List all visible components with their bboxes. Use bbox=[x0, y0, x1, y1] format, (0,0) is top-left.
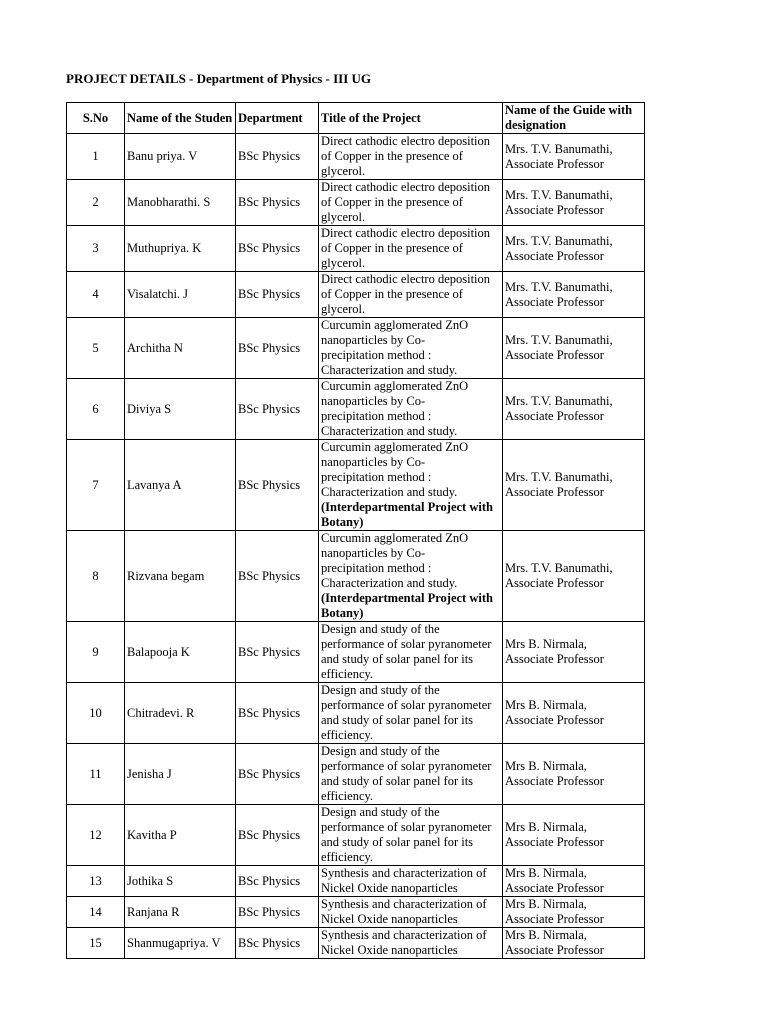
guide-name: Mrs B. Nirmala, bbox=[505, 637, 587, 651]
cell-guide bbox=[503, 226, 645, 272]
project-note: (Interdepartmental Project with Botany) bbox=[321, 500, 493, 529]
project-title-line: precipitation method : bbox=[321, 348, 432, 362]
guide-name: Mrs. T.V. Banumathi, bbox=[505, 279, 613, 294]
cell-sno: 11 bbox=[67, 744, 125, 805]
project-title-line: precipitation method : bbox=[321, 470, 432, 484]
cell-sno: 3 bbox=[67, 226, 125, 272]
project-title-line: glycerol. bbox=[321, 164, 366, 178]
cell-department: BSc Physics bbox=[236, 897, 319, 928]
header-guide bbox=[503, 103, 645, 134]
cell-student-name: Muthupriya. K bbox=[125, 226, 236, 272]
cell-department: BSc Physics bbox=[236, 318, 319, 379]
project-title-line: performance of solar pyranometer bbox=[321, 637, 492, 651]
guide-designation: Associate Professor bbox=[505, 294, 604, 309]
project-title-line: precipitation method : bbox=[321, 561, 432, 575]
cell-sno: 8 bbox=[67, 531, 125, 622]
project-title-line: Synthesis and characterization of bbox=[321, 866, 487, 880]
table-row bbox=[67, 897, 645, 928]
guide-name: Mrs B. Nirmala, bbox=[505, 820, 587, 834]
project-title-line: and study of solar panel for its bbox=[321, 774, 474, 788]
guide-name: Mrs. T.V. Banumathi, bbox=[505, 561, 613, 575]
guide-name: Mrs B. Nirmala, bbox=[505, 759, 587, 773]
project-title-line: of Copper in the presence of bbox=[321, 241, 463, 255]
cell-project-title bbox=[319, 622, 503, 683]
cell-department: BSc Physics bbox=[236, 805, 319, 866]
cell-sno: 2 bbox=[67, 180, 125, 226]
cell-student-name: Shanmugapriya. V bbox=[125, 928, 236, 959]
guide-designation: Associate Professor bbox=[505, 835, 604, 849]
cell-department: BSc Physics bbox=[236, 379, 319, 440]
cell-sno: 13 bbox=[67, 866, 125, 897]
project-title-line: efficiency. bbox=[321, 728, 374, 742]
cell-sno: 10 bbox=[67, 683, 125, 744]
project-title-line: Direct cathodic electro deposition bbox=[321, 180, 491, 194]
cell-department: BSc Physics bbox=[236, 272, 319, 318]
cell-guide bbox=[503, 744, 645, 805]
cell-student-name: Rizvana begam bbox=[125, 531, 236, 622]
header-department: Department bbox=[236, 103, 319, 134]
cell-student-name: Architha N bbox=[125, 318, 236, 379]
project-title-line: Curcumin agglomerated ZnO bbox=[321, 531, 469, 545]
project-title-line: efficiency. bbox=[321, 850, 374, 864]
cell-project-title bbox=[319, 531, 503, 622]
cell-project-title bbox=[319, 440, 503, 531]
project-title-line: precipitation method : bbox=[321, 409, 432, 423]
table-body bbox=[67, 134, 645, 959]
guide-name: Mrs. T.V. Banumathi, bbox=[505, 233, 613, 248]
cell-sno: 1 bbox=[67, 134, 125, 180]
table-row bbox=[67, 440, 645, 531]
cell-sno: 14 bbox=[67, 897, 125, 928]
project-title-line: performance of solar pyranometer bbox=[321, 759, 492, 773]
guide-designation: Associate Professor bbox=[505, 248, 604, 263]
project-title-line: efficiency. bbox=[321, 667, 374, 681]
project-title-line: Nickel Oxide nanoparticles bbox=[321, 943, 458, 957]
project-title-line: nanoparticles by Co- bbox=[321, 394, 426, 408]
table-row bbox=[67, 683, 645, 744]
cell-department: BSc Physics bbox=[236, 622, 319, 683]
project-title-line: nanoparticles by Co- bbox=[321, 455, 426, 469]
table-row bbox=[67, 805, 645, 866]
table-row bbox=[67, 180, 645, 226]
guide-name: Mrs B. Nirmala, bbox=[505, 698, 587, 712]
guide-designation: Associate Professor bbox=[505, 774, 604, 788]
guide-name: Mrs. T.V. Banumathi, bbox=[505, 187, 613, 202]
project-title-line: glycerol. bbox=[321, 210, 366, 224]
cell-sno: 6 bbox=[67, 379, 125, 440]
guide-designation: Associate Professor bbox=[505, 202, 604, 217]
project-table bbox=[66, 102, 645, 959]
guide-name: Mrs. T.V. Banumathi, bbox=[505, 141, 613, 156]
guide-name: Mrs B. Nirmala, bbox=[505, 928, 587, 942]
project-title-line: Direct cathodic electro deposition bbox=[321, 226, 491, 240]
cell-project-title bbox=[319, 180, 503, 226]
cell-project-title bbox=[319, 318, 503, 379]
header-student-name: Name of the Studen bbox=[125, 103, 236, 134]
project-title-line: Design and study of the bbox=[321, 744, 440, 758]
cell-project-title bbox=[319, 805, 503, 866]
project-title-line: nanoparticles by Co- bbox=[321, 546, 426, 560]
table-header-row bbox=[67, 103, 645, 134]
guide-designation: Associate Professor bbox=[505, 713, 604, 727]
cell-student-name: Ranjana R bbox=[125, 897, 236, 928]
header-guide-line2: designation bbox=[505, 118, 567, 132]
project-title-line: of Copper in the presence of bbox=[321, 149, 463, 163]
table-row bbox=[67, 744, 645, 805]
cell-sno: 15 bbox=[67, 928, 125, 959]
guide-designation: Associate Professor bbox=[505, 156, 604, 171]
project-title-line: Nickel Oxide nanoparticles bbox=[321, 881, 458, 895]
cell-guide bbox=[503, 622, 645, 683]
guide-designation: Associate Professor bbox=[505, 485, 604, 499]
cell-department: BSc Physics bbox=[236, 683, 319, 744]
cell-department: BSc Physics bbox=[236, 134, 319, 180]
cell-guide bbox=[503, 683, 645, 744]
project-title-line: Design and study of the bbox=[321, 683, 440, 697]
guide-name: Mrs. T.V. Banumathi, bbox=[505, 333, 613, 347]
project-title-line: performance of solar pyranometer bbox=[321, 820, 492, 834]
guide-designation: Associate Professor bbox=[505, 943, 604, 957]
project-title-line: and study of solar panel for its bbox=[321, 713, 474, 727]
project-title-line: Design and study of the bbox=[321, 805, 440, 819]
project-title-line: Curcumin agglomerated ZnO bbox=[321, 440, 469, 454]
project-title-line: Direct cathodic electro deposition bbox=[321, 134, 491, 148]
cell-guide bbox=[503, 897, 645, 928]
cell-guide bbox=[503, 180, 645, 226]
table-row bbox=[67, 531, 645, 622]
project-title-line: Characterization and study. bbox=[321, 485, 458, 499]
project-title-line: performance of solar pyranometer bbox=[321, 698, 492, 712]
guide-designation: Associate Professor bbox=[505, 348, 604, 362]
table-row bbox=[67, 622, 645, 683]
project-title-line: and study of solar panel for its bbox=[321, 835, 474, 849]
guide-name: Mrs. T.V. Banumathi, bbox=[505, 470, 613, 484]
cell-project-title bbox=[319, 226, 503, 272]
table-row bbox=[67, 866, 645, 897]
cell-student-name: Kavitha P bbox=[125, 805, 236, 866]
table-row bbox=[67, 379, 645, 440]
cell-project-title bbox=[319, 897, 503, 928]
cell-student-name: Banu priya. V bbox=[125, 134, 236, 180]
project-title-line: Curcumin agglomerated ZnO bbox=[321, 318, 469, 332]
project-title-line: Nickel Oxide nanoparticles bbox=[321, 912, 458, 926]
guide-designation: Associate Professor bbox=[505, 409, 604, 423]
project-title-line: of Copper in the presence of bbox=[321, 195, 463, 209]
project-title-line: Curcumin agglomerated ZnO bbox=[321, 379, 469, 393]
project-title-line: Characterization and study. bbox=[321, 576, 458, 590]
project-title-line: nanoparticles by Co- bbox=[321, 333, 426, 347]
cell-guide bbox=[503, 928, 645, 959]
guide-designation: Associate Professor bbox=[505, 912, 604, 926]
cell-project-title bbox=[319, 866, 503, 897]
cell-guide bbox=[503, 531, 645, 622]
guide-name: Mrs B. Nirmala, bbox=[505, 897, 587, 911]
cell-student-name: Lavanya A bbox=[125, 440, 236, 531]
cell-department: BSc Physics bbox=[236, 744, 319, 805]
header-project-title: Title of the Project bbox=[319, 103, 503, 134]
cell-project-title bbox=[319, 134, 503, 180]
cell-department: BSc Physics bbox=[236, 531, 319, 622]
table-row bbox=[67, 134, 645, 180]
cell-department: BSc Physics bbox=[236, 440, 319, 531]
cell-student-name: Chitradevi. R bbox=[125, 683, 236, 744]
table-row bbox=[67, 226, 645, 272]
cell-department: BSc Physics bbox=[236, 928, 319, 959]
header-guide-line1: Name of the Guide with bbox=[505, 103, 633, 117]
cell-student-name: Visalatchi. J bbox=[125, 272, 236, 318]
cell-department: BSc Physics bbox=[236, 866, 319, 897]
project-title-line: efficiency. bbox=[321, 789, 374, 803]
guide-designation: Associate Professor bbox=[505, 576, 604, 590]
cell-guide bbox=[503, 440, 645, 531]
project-title-line: Synthesis and characterization of bbox=[321, 897, 487, 911]
project-note: (Interdepartmental Project with Botany) bbox=[321, 591, 493, 620]
guide-name: Mrs B. Nirmala, bbox=[505, 866, 587, 880]
cell-student-name: Jenisha J bbox=[125, 744, 236, 805]
cell-guide bbox=[503, 805, 645, 866]
cell-student-name: Balapooja K bbox=[125, 622, 236, 683]
cell-project-title bbox=[319, 928, 503, 959]
cell-project-title bbox=[319, 744, 503, 805]
guide-designation: Associate Professor bbox=[505, 652, 604, 666]
cell-student-name: Manobharathi. S bbox=[125, 180, 236, 226]
table-row bbox=[67, 928, 645, 959]
project-title-line: glycerol. bbox=[321, 302, 366, 316]
project-title-line: Design and study of the bbox=[321, 622, 440, 636]
document-title: PROJECT DETAILS - Department of Physics - III UG bbox=[66, 71, 372, 86]
cell-guide bbox=[503, 866, 645, 897]
cell-sno: 12 bbox=[67, 805, 125, 866]
project-title-line: Characterization and study. bbox=[321, 424, 458, 438]
project-title-line: glycerol. bbox=[321, 256, 366, 270]
cell-guide bbox=[503, 379, 645, 440]
cell-project-title bbox=[319, 272, 503, 318]
cell-student-name: Diviya S bbox=[125, 379, 236, 440]
table-row bbox=[67, 272, 645, 318]
cell-sno: 5 bbox=[67, 318, 125, 379]
cell-sno: 7 bbox=[67, 440, 125, 531]
project-title-line: of Copper in the presence of bbox=[321, 287, 463, 301]
cell-student-name: Jothika S bbox=[125, 866, 236, 897]
table-row bbox=[67, 318, 645, 379]
guide-designation: Associate Professor bbox=[505, 881, 604, 895]
cell-guide bbox=[503, 134, 645, 180]
cell-sno: 9 bbox=[67, 622, 125, 683]
cell-guide bbox=[503, 318, 645, 379]
cell-project-title bbox=[319, 379, 503, 440]
cell-sno: 4 bbox=[67, 272, 125, 318]
project-title-line: and study of solar panel for its bbox=[321, 652, 474, 666]
cell-department: BSc Physics bbox=[236, 226, 319, 272]
project-title-line: Synthesis and characterization of bbox=[321, 928, 487, 942]
cell-guide bbox=[503, 272, 645, 318]
header-sno: S.No bbox=[67, 103, 125, 134]
project-title-line: Characterization and study. bbox=[321, 363, 458, 377]
guide-name: Mrs. T.V. Banumathi, bbox=[505, 394, 613, 408]
cell-project-title bbox=[319, 683, 503, 744]
cell-department: BSc Physics bbox=[236, 180, 319, 226]
project-title-line: Direct cathodic electro deposition bbox=[321, 272, 491, 286]
